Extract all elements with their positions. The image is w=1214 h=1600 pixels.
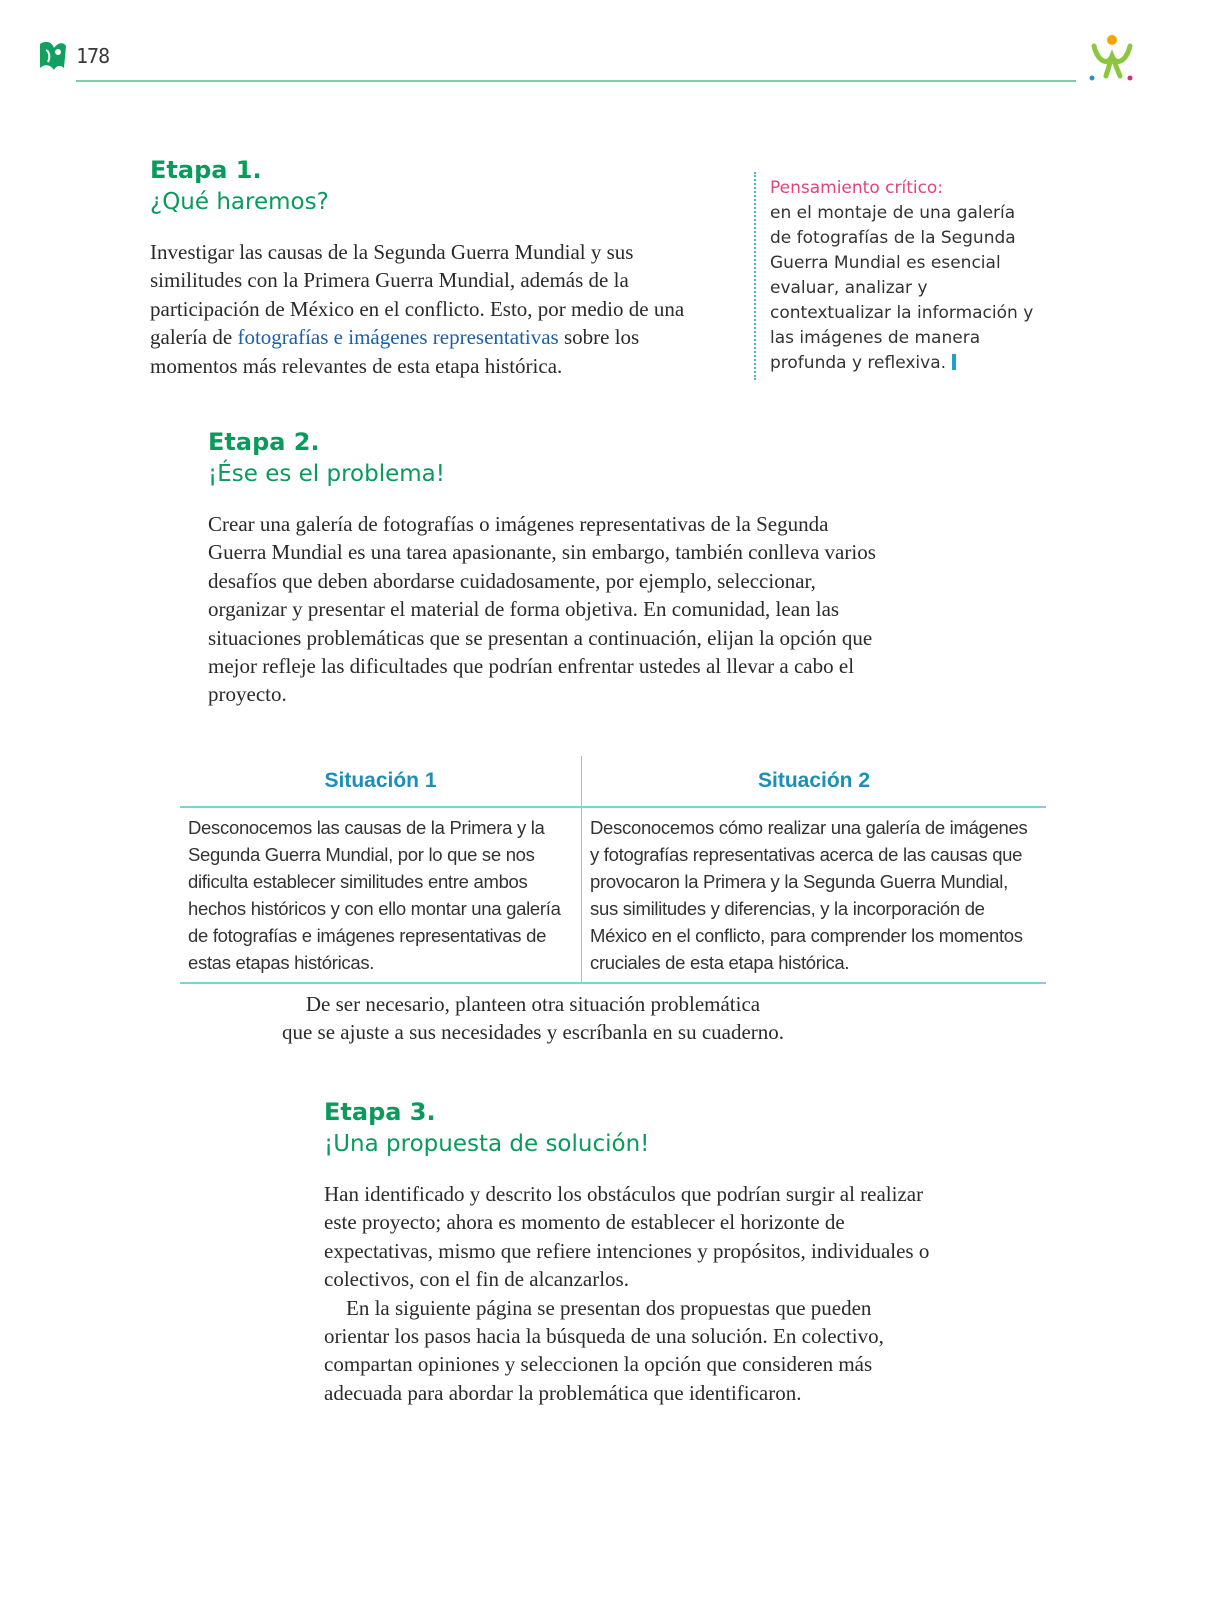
person-logo-icon <box>1084 32 1140 84</box>
etapa3-heading <box>324 1096 649 1160</box>
situation2-text: Desconocemos cómo realizar una galería de imágenes y fotografías representativas acerca de las causas que provocaron la Primera y la Segunda Guerra Mundial, sus similitudes y diferencias, y la incorporación de México en el conflicto, para comprender los momentos cruciales de esta etapa histórica. <box>582 807 1047 983</box>
sidebar-title: Pensamiento crítico: <box>770 178 944 198</box>
note-line-2: que se ajuste a sus necesidades y escríbanla en su cuaderno. <box>281 1020 785 1045</box>
etapa1-text-after: sobre los momentos más relevantes de esta etapa histórica. <box>150 325 640 378</box>
etapa3-text <box>324 1180 934 1407</box>
etapa1-text-before: Investigar las causas de la Segunda Guerra Mundial y sus similitudes con la Primera Guerra Mundial, además de la participación de México en el conflicto. Esto, por medio de una galería de <box>150 240 685 350</box>
book-leaf-icon <box>36 38 68 74</box>
etapa1-heading <box>150 154 329 218</box>
etapa1-link[interactable]: fotografías e imágenes representativas <box>237 325 559 350</box>
extra-situation-note <box>240 990 826 1047</box>
etapa3-paragraph-1: Han identificado y descrito los obstáculos que podrían surgir al realizar este proyecto; ahora es momento de establecer el horizonte de expectativas, mismo que refiere intenciones y propósitos, individuales o colectivos, con el fin de alcanzarlos. <box>324 1182 930 1292</box>
etapa3-paragraph-2: En la siguiente página se presentan dos propuestas que pueden orientar los pasos hacia la búsqueda de una solución. En colectivo, compartan opiniones y seleccionen la opción que consideren más adecuada para abordar la problemática que identificaron. <box>324 1295 884 1405</box>
note-line-1: De ser necesario, planteen otra situación problemática <box>305 992 761 1016</box>
situation2-header: Situación 2 <box>582 756 1047 807</box>
situations-table <box>180 756 1046 984</box>
critical-thinking-note <box>754 172 1040 380</box>
header-rule <box>76 80 1076 82</box>
situation1-header: Situación 1 <box>180 756 582 807</box>
etapa2-text: Crear una galería de fotografías o imágenes representativas de la Segunda Guerra Mundial es una tarea apasionante, sin embargo, también conlleva varios desafíos que deben abordarse cuidadosamente, por ejemplo, seleccionar, organizar y presentar el material de forma objetiva. En comunidad, lean las situaciones problemáticas que se presentan a continuación, elijan la opción que mejor refleje las dificultades que podrían enfrentar ustedes al llevar a cabo el proyecto. <box>208 512 876 707</box>
etapa1-title: Etapa 1. <box>150 156 262 184</box>
page-number: 178 <box>76 44 110 68</box>
sidebar-text: en el montaje de una galería de fotografías de la Segunda Guerra Mundial es esencial evaluar, analizar y contextualizar la información y las imágenes de manera profunda y reflexiva. <box>770 203 1034 373</box>
etapa2-title: Etapa 2. <box>208 428 320 456</box>
etapa1-text <box>150 238 698 380</box>
etapa2-subtitle: ¡Ése es el problema! <box>208 461 445 487</box>
situation1-text: Desconocemos las causas de la Primera y la Segunda Guerra Mundial, por lo que se nos dificulta establecer similitudes entre ambos hechos históricos y con ello montar una galería de fotografías e imágenes representativas de estas etapas históricas. <box>180 807 582 983</box>
table-row <box>180 807 1046 983</box>
etapa2-heading <box>208 426 445 490</box>
end-mark-icon <box>952 354 956 370</box>
etapa3-subtitle: ¡Una propuesta de solución! <box>324 1131 650 1157</box>
etapa1-subtitle: ¿Qué haremos? <box>150 189 329 215</box>
etapa3-title: Etapa 3. <box>324 1098 436 1126</box>
